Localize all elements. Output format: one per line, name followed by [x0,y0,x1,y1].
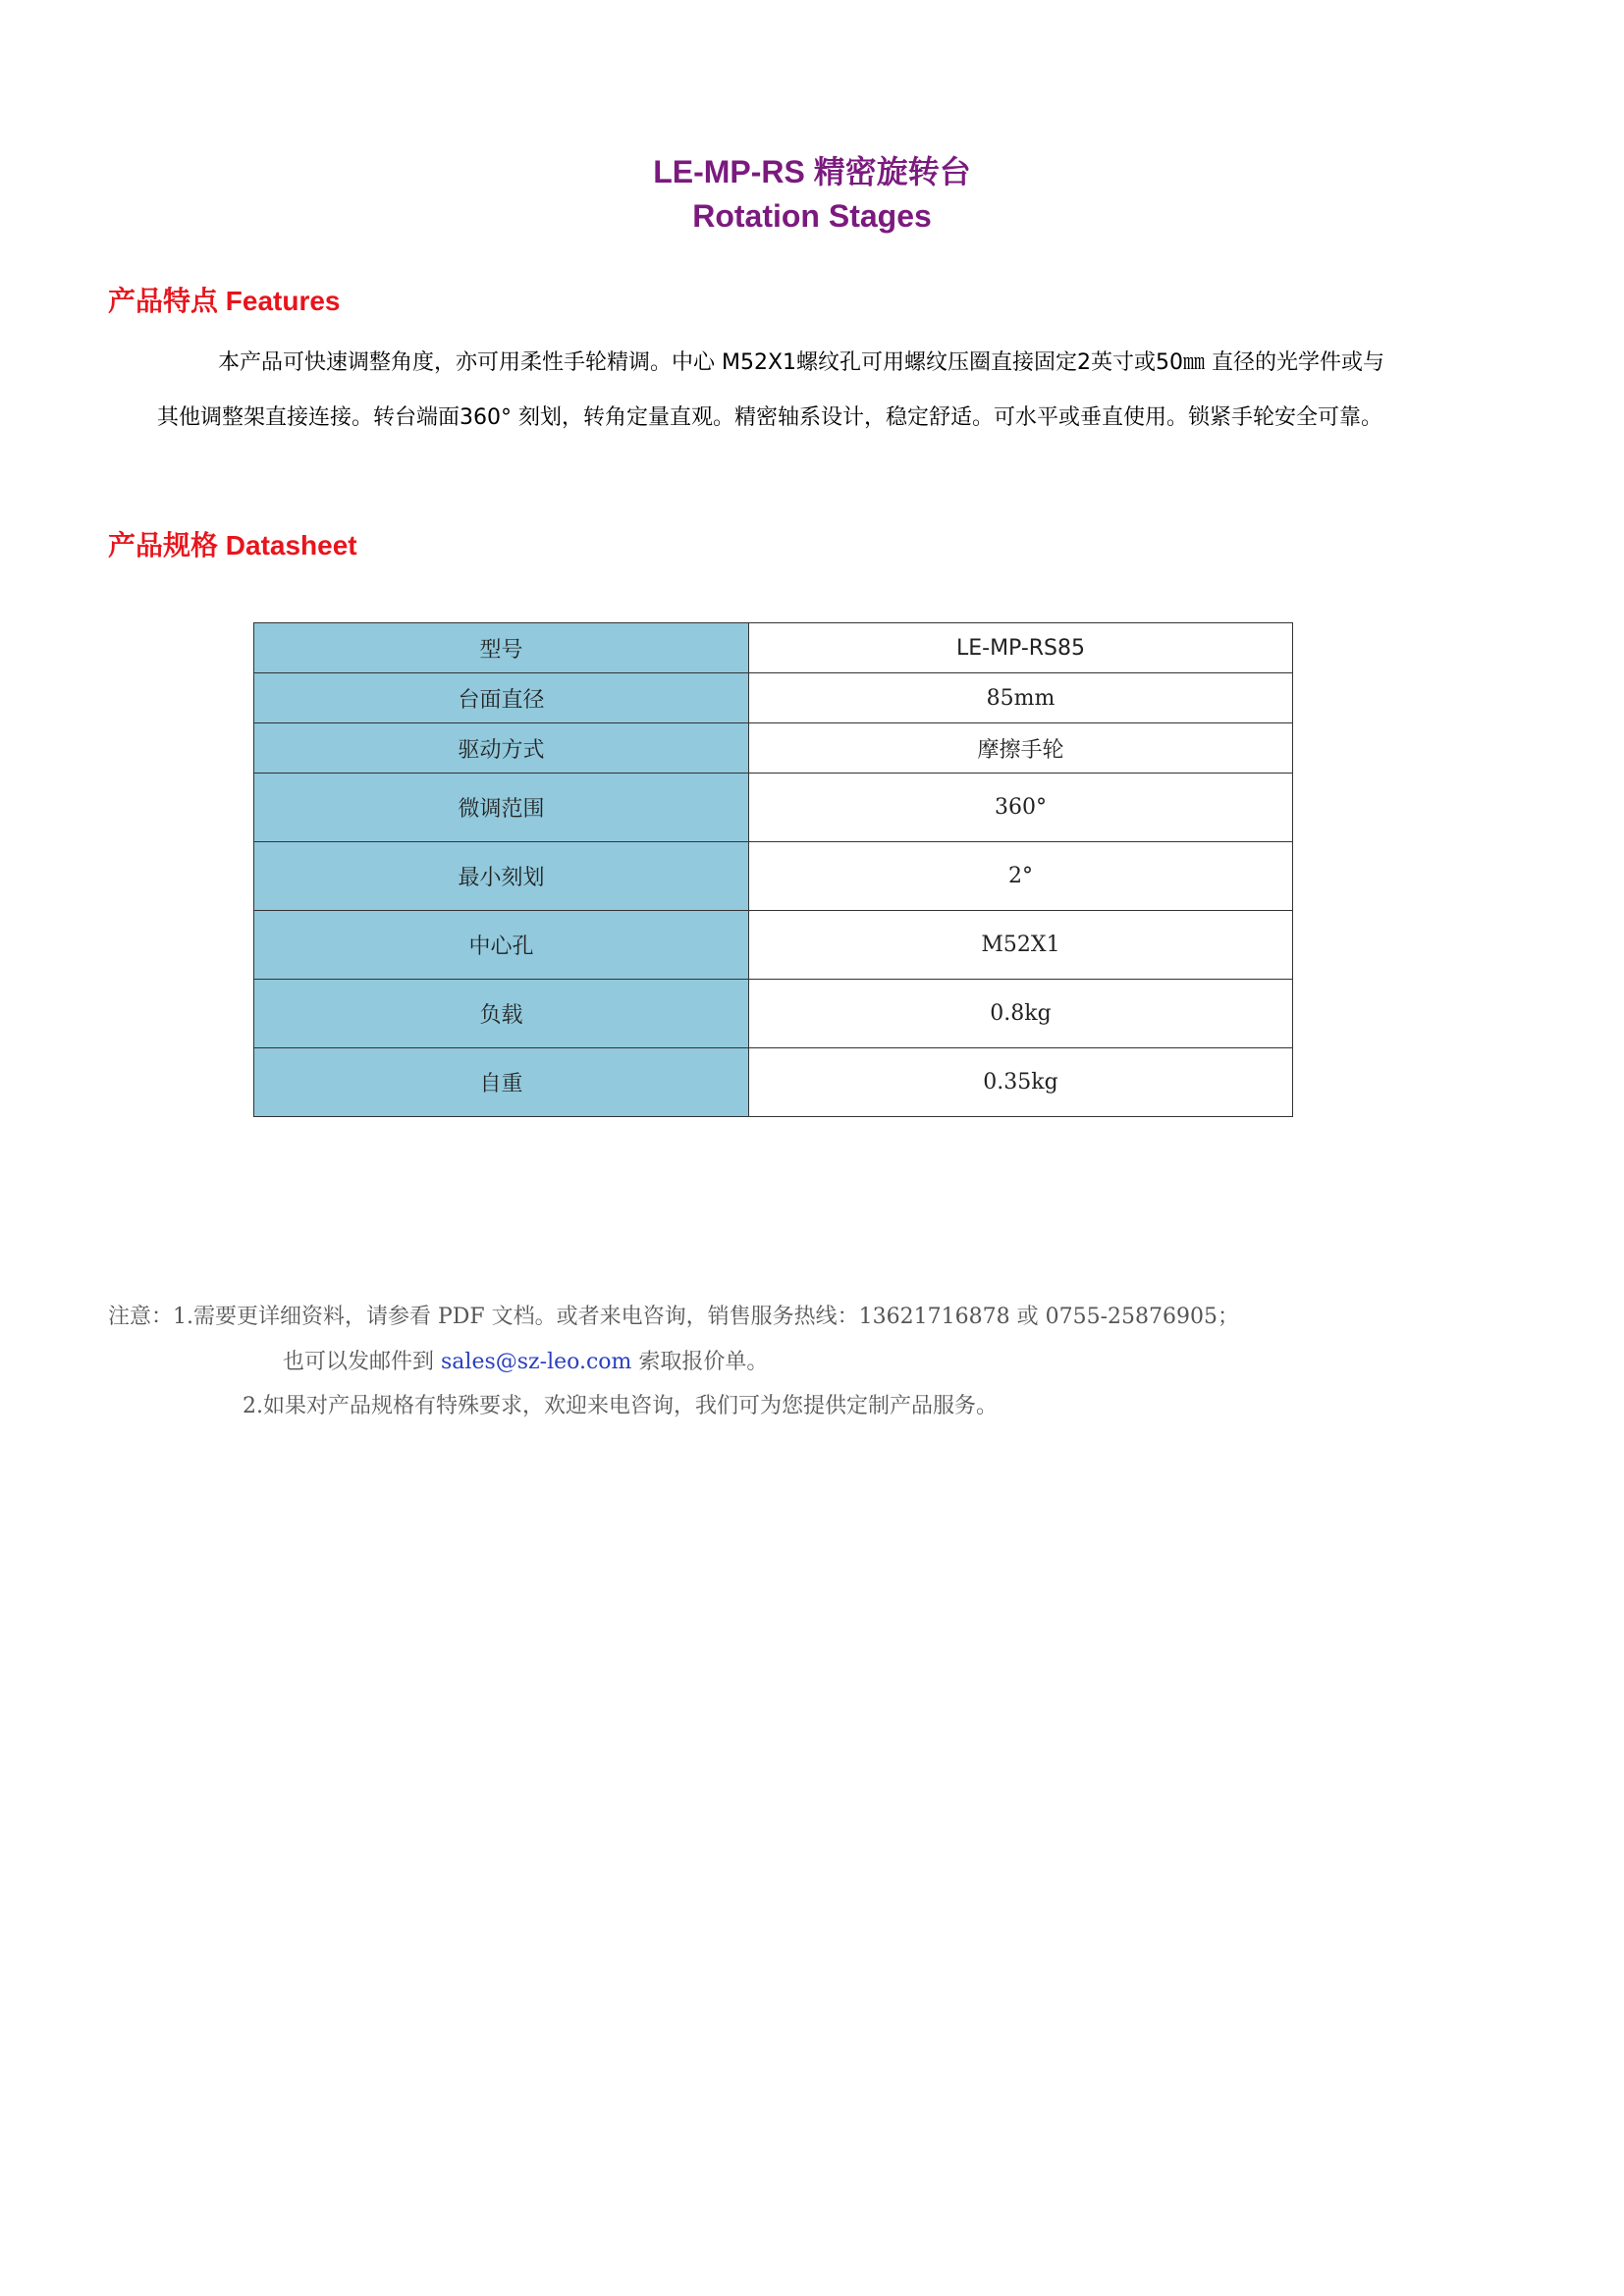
row-value-adjust-range: 360° [749,774,1293,842]
row-label-table-diameter: 台面直径 [254,673,749,723]
features-text-line-1: 本产品可快速调整角度，亦可用柔性手轮精调。中心 M52X1螺纹孔可用螺纹压圈直接固定2英寸或50㎜ 直径的光学件或与 [218,350,1385,375]
table-row [254,723,1293,774]
note-line-2-prefix: 也可以发邮件到 [283,1350,441,1374]
note-line-1: 注意：1.需要更详细资料，请参看 PDF 文档。或者来电咨询，销售服务热线：13621716878 或 0755-25876905； [108,1305,1240,1329]
row-value-center-hole: M52X1 [749,911,1293,980]
note-line-3: 2.如果对产品规格有特殊要求，欢迎来电咨询，我们可为您提供定制产品服务。 [243,1394,998,1418]
table-row [254,911,1293,980]
table-row [254,1048,1293,1117]
row-value-table-diameter: 85mm [749,673,1293,723]
features-heading: 产品特点 Features [108,286,341,316]
note-line-2 [283,1348,768,1377]
row-label-self-weight: 自重 [254,1048,749,1117]
row-label-load: 负载 [254,980,749,1048]
row-value-model: LE-MP-RS85 [749,623,1293,673]
row-label-min-graduation: 最小刻划 [254,842,749,911]
row-value-min-graduation: 2° [749,842,1293,911]
datasheet-table [253,622,1293,1117]
table-row [254,842,1293,911]
page-subtitle: Rotation Stages [692,198,932,234]
datasheet-heading: 产品规格 Datasheet [108,530,357,561]
table-row [254,673,1293,723]
row-label-drive-mode: 驱动方式 [254,723,749,774]
page-title: LE-MP-RS 精密旋转台 [653,154,971,189]
table-row [254,623,1293,673]
row-value-self-weight: 0.35kg [749,1048,1293,1117]
row-label-center-hole: 中心孔 [254,911,749,980]
row-label-adjust-range: 微调范围 [254,774,749,842]
email-link[interactable]: sales@sz-leo.com [441,1350,632,1374]
row-value-drive-mode: 摩擦手轮 [749,723,1293,774]
row-label-model: 型号 [254,623,749,673]
note-line-2-suffix: 索取报价单。 [631,1350,769,1374]
table-row [254,980,1293,1048]
features-text-line-2: 其他调整架直接连接。转台端面360° 刻划，转角定量直观。精密轴系设计，稳定舒适。可水平或垂直使用。锁紧手轮安全可靠。 [157,405,1382,430]
row-value-load: 0.8kg [749,980,1293,1048]
table-row [254,774,1293,842]
